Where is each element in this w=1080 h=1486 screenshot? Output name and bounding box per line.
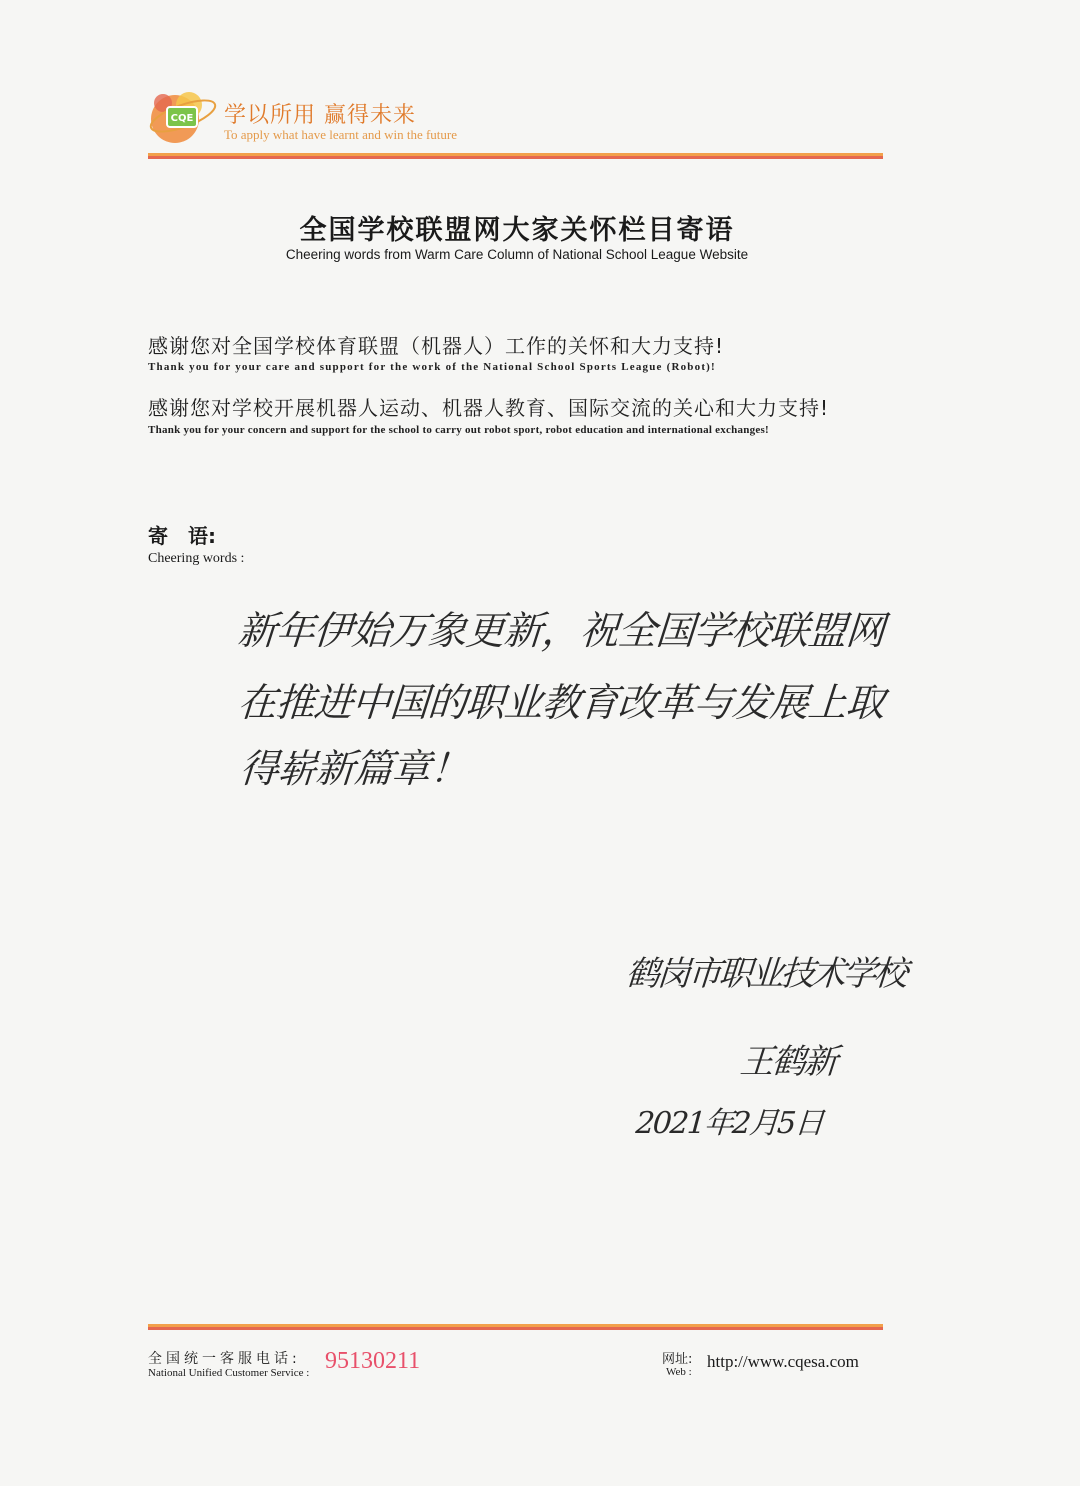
- signature-date: 2021年2月5日: [634, 1106, 824, 1141]
- thanks-line-1-english: Thank you for your care and support for the work of the National School Sports League (Robot)!: [148, 361, 716, 373]
- slogan-chinese: 学以所用 赢得未来: [224, 103, 416, 128]
- logo-text: CQE: [170, 113, 194, 124]
- thanks-line-2-english: Thank you for your concern and support for the school to carry out robot sport, robot education and international exchanges!: [148, 424, 769, 436]
- web-label-english: Web :: [666, 1366, 692, 1378]
- slogan-english: To apply what have learnt and win the future: [224, 127, 458, 142]
- thanks-line-1-chinese: 感谢您对全国学校体育联盟（机器人）工作的关怀和大力支持!: [148, 334, 725, 358]
- service-phone-number: 95130211: [325, 1348, 421, 1374]
- website-url[interactable]: http://www.cqesa.com: [707, 1352, 859, 1371]
- cqe-logo: [145, 85, 220, 147]
- web-label-chinese: 网址:: [662, 1352, 693, 1367]
- header-divider: [148, 153, 883, 159]
- handwritten-message-line-1: 新年伊始万象更新，祝全国学校联盟网: [236, 609, 886, 654]
- service-label-chinese: 全国统一客服电话:: [148, 1351, 301, 1367]
- signature-name: 王鹤新: [738, 1042, 838, 1082]
- cheering-label-chinese: 寄 语:: [148, 524, 216, 548]
- footer-divider: [148, 1324, 883, 1330]
- handwritten-message-line-3: 得崭新篇章！: [238, 747, 470, 792]
- thanks-line-2-chinese: 感谢您对学校开展机器人运动、机器人教育、国际交流的关心和大力支持!: [148, 396, 830, 420]
- handwritten-message-line-2: 在推进中国的职业教育改革与发展上取: [236, 681, 886, 726]
- document-title-chinese: 全国学校联盟网大家关怀栏目寄语: [299, 215, 735, 246]
- service-label-english: National Unified Customer Service :: [148, 1367, 310, 1379]
- document-title-english: Cheering words from Warm Care Column of National School League Website: [285, 247, 749, 262]
- cheering-label-english: Cheering words :: [148, 551, 245, 566]
- signature-school: 鹤岗市职业技术学校: [624, 954, 907, 994]
